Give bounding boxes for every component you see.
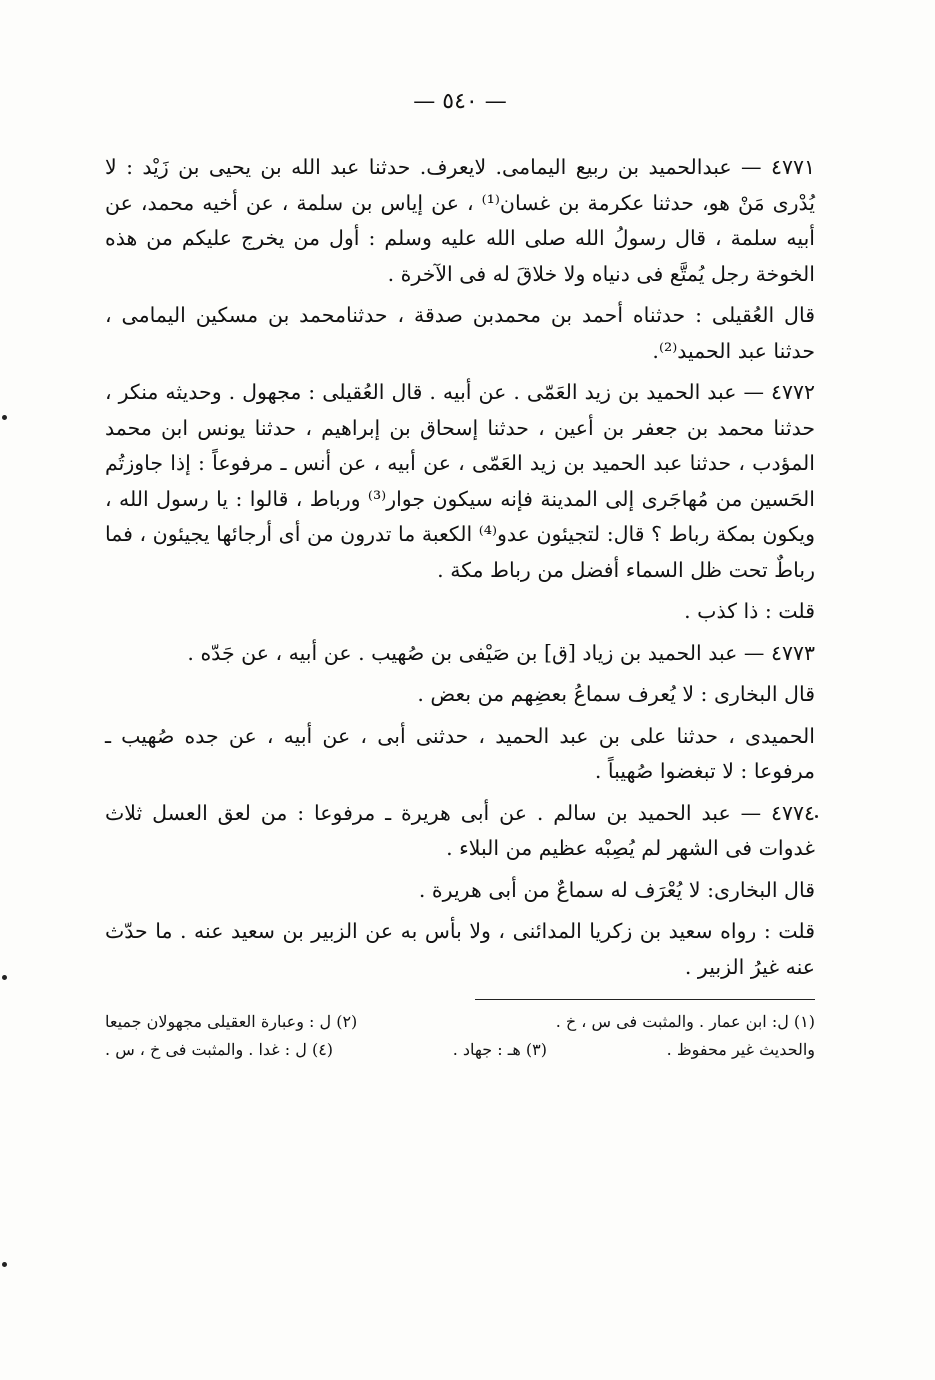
scan-mark — [2, 415, 7, 420]
footnote-divider — [475, 999, 815, 1000]
page-number: — ٥٤٠ — — [413, 89, 507, 114]
footnotes — [105, 1008, 815, 1064]
entry-4773: ٤٧٧٣ — عبد الحميد بن زياد [ق] بن صَيْفى بن صُهيب . عن أبيه ، عن جَدّه . — [187, 640, 815, 665]
footnote-4: (٤) ل : غدا . والمثبت فى خ ، س . — [105, 1040, 334, 1059]
main-text — [105, 150, 815, 985]
entry-4771-note: قال العُقيلى : حدثناه أحمد بن محمدبن صدقة ، حدثنامحمد بن مسكين اليمامى ، حدثنا عبد الحميد⁽²⁾. — [105, 303, 815, 363]
footnote-line-1 — [105, 1008, 815, 1036]
entry-4772: ٤٧٧٢ — عبد الحميد بن زيد العَمّى . عن أبيه . قال العُقيلى : مجهول . وحديثه منكر ، حدثنا محمد بن جعفر بن أعين ، حدثنا إسحاق بن إبراهيم ، حدثنا يونس ابن محمد المؤدب ، حدثنا عبد الحميد بن زيد العَمّى ، عن أبيه ، عن أنس ـ مرفوعاً : إذا جاوزتُم الحَسين من مُهاجَرى إلى المدينة فإنه سيكون جوار⁽³⁾ ورباط ، قالوا : يا رسول الله ، ويكون بمكة رباط ؟ قال: لتجيئون عدو⁽⁴⁾ الكعبة ما تدرون من أى أرجائها يجيئون ، فما رباطٌ تحت ظل السماء أفضل من رباط مكة . — [105, 380, 815, 582]
entry-4774: ٤٧٧٤ — عبد الحميد بن سالم . عن أبى هريرة ـ مرفوعا : من لعق العسل ثلاث غدوات فى الشهر لم يُصِبْه عظيم من البلاء . — [105, 800, 815, 860]
entry-4774-bukhari: قال البخارى: لا يُعْرَف له سماعٌ من أبى هريرة . — [418, 877, 815, 902]
entry-4773-humaydi: الحميدى ، حدثنا على بن عبد الحميد ، حدثنى أبى ، عن أبيه ، عن جده صُهيب ـ مرفوعا : لا تبغضوا صُهيباً . — [105, 723, 815, 783]
entry-4773-bukhari: قال البخارى : لا يُعرف سماعُ بعضِهم من بعض . — [417, 682, 815, 706]
entry-4774-comment: قلت : رواه سعيد بن زكريا المدائنى ، ولا بأس به عن الزبير بن سعيد عنه . ما حدّث عنه غيرُ الزبير . — [105, 919, 815, 979]
document-page — [105, 82, 815, 1302]
footnote-1: (١) ل: ابن عمار . والمثبت فى س ، خ . — [555, 1012, 815, 1031]
scan-mark — [2, 1262, 7, 1267]
scan-mark — [2, 975, 7, 980]
footnote-2: (٢) ل : وعبارة العقيلى مجهولان جميعا — [105, 1012, 358, 1031]
footnote-line-2 — [105, 1036, 815, 1064]
entry-4772-comment: قلت : ذا كذب . — [684, 599, 815, 623]
entry-4771: ٤٧٧١ — عبدالحميد بن ربيع اليمامى. لايعرف. حدثنا عبد الله بن يحيى بن زَيْد : لا يُدْرى مَنْ هو، حدثنا عكرمة بن غسان⁽¹⁾ ، عن إياس بن سلمة ، عن أخيه محمد، عن أبيه سلمة ، قال رسولُ الله صلى الله عليه وسلم : أول من يخرج عليكم من هذه الخوخة رجل يُمتَّع فى دنياه ولا خلاقَ له فى الآخرة . — [105, 155, 815, 286]
footnote-3: (٣) هـ : جهاد . — [452, 1040, 547, 1059]
footnote-2-cont: والحديث غير محفوظ . — [666, 1040, 815, 1059]
scan-mark — [815, 815, 818, 818]
